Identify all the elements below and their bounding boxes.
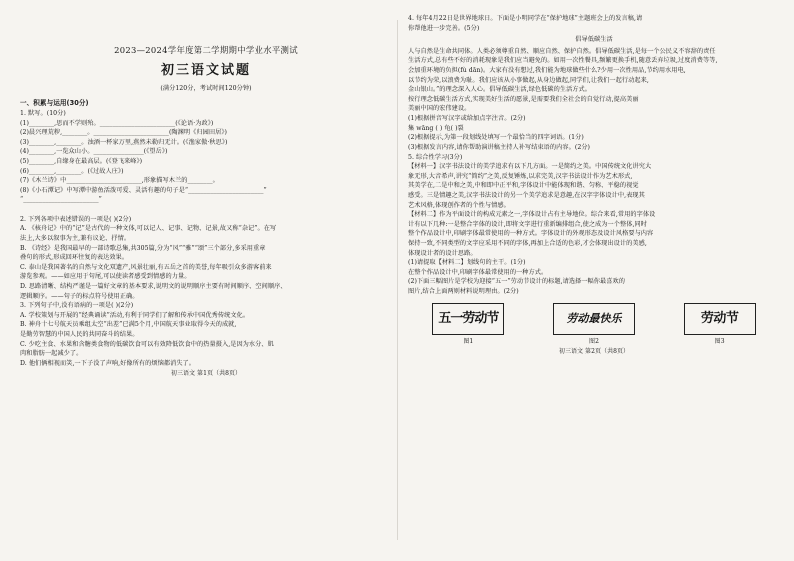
- left-lines-line: D. 思路清晰、结构严谨是一篇好文章的基本要求,说明文的说明顺序主要有时间顺序、空间顺序、: [20, 282, 287, 290]
- right-q_lines-line: 集 wāng ( ) 龟( )裂: [408, 124, 464, 132]
- left-lines-line: (5)________,自缘身在最高层。(《登飞来峰》): [20, 158, 143, 166]
- left-lines-line: C. 少吃主食、水果和含糖类食物的低碳饮食可以有效降低饮食中的热量摄入,是因为水分、肌: [20, 340, 274, 348]
- right-q_lines-line: 艺术风格,体现创作者的个性与情感。: [408, 201, 510, 209]
- left-lines-line: (1)________,思而不学则殆。________________________(《论语·为政》): [20, 119, 214, 127]
- right-q_lines-line: 【材料二】作为平面设计的构成元素之一,字体设计占有主导地位。综合来看,常用的字体设: [408, 211, 656, 219]
- right-paras-line: 金山银山。”的理念深入人心。倡导低碳生活,绿色低碳的生活方式。: [408, 86, 592, 94]
- left-lines-line: C. 泰山是我国著名的自然与文化双遗产,风景壮丽,有五岳之首的美誉,每年吸引众多游客前来: [20, 263, 272, 271]
- left-lines-line: 叠句的形式,形成回环往复的表达效果。: [20, 254, 129, 262]
- left-lines-line: 法上,大多以叙事为主,兼有议论、抒情。: [20, 234, 131, 242]
- right-lines_top-line: 4. 每年4月22日是世界地球日。下面是小明同学在“保护地球”主题班会上的发言稿,请: [408, 15, 643, 22]
- figure-2: [553, 303, 635, 346]
- left-lines-line: A. 《核舟记》中的“记”是古代的一种文体,可以记人、记事、记物、记景,故又称“杂记”。在写: [20, 225, 277, 233]
- left-lines-line: 2. 下列各项中表述错误的一项是( )(2分): [20, 215, 132, 223]
- left-lines-line: 3. 下列句子中,没有语病的一项是( )(2分): [20, 302, 134, 310]
- left-lines-line: (7)《木兰诗》中________________________,形象描写木兰的________。: [20, 177, 219, 185]
- exam-title: 2023—2024学年度第二学期期中学业水平测试: [114, 45, 298, 55]
- right-q_lines-line: 【材料一】汉字书法设计的美学追求有以下几方面。一是简约之美。中国传统文化讲究大: [408, 163, 652, 171]
- left-lines-line: (8)《小石潭记》中写潭中游鱼活泼可爱、灵活有趣的句子是“________________________”: [20, 186, 267, 194]
- right-q_lines-line: 5. 综合性学习(3分): [408, 153, 463, 161]
- right-q_lines-line: 计有以下几种:一是整合字体的设计,即将文字进行重新编排组合,使之成为一个整体,同时: [408, 220, 647, 228]
- left-lines-line: 肉和脂肪一起减少了。: [20, 350, 83, 358]
- left-lines-line: A. 学校策划与开展的“经典诵读”活动,有利于同学们了解和传承中国优秀传统文化。: [20, 311, 250, 319]
- left-lines-line: D. 他们俩相视而笑,一下子没了声响,好像所有的烦恼都消失了。: [20, 359, 196, 367]
- figure-1-art: 五一劳动节: [432, 303, 504, 335]
- figure-3: [684, 303, 756, 346]
- left-lines-line: 逻辑顺序。——句子的标点符号使用正确。: [20, 292, 139, 300]
- right-q_lines-line: (3)根据发言内容,请你帮助演讲稿主持人补写结束语的内容。(2分): [408, 143, 591, 151]
- left-lines-line: [20, 205, 392, 215]
- main-title: 初三语文试题: [160, 63, 251, 79]
- right-q_lines-line: (1)根据拼音写汉字或给加点字注音。(2分): [408, 115, 526, 123]
- right-q_lines-line: (2)根据提示,为第一段划线处填写一个最恰当的四字词语。(1分): [408, 134, 584, 142]
- right-q_lines-line: 保持一致,不同类型的文字应采用不同的字体,再加上合适的色彩,才会体现出设计的美感,: [408, 240, 647, 248]
- left-lines-line: 游览参观。——如应用于句尾,可以使读者感受到情感的力量。: [20, 273, 191, 281]
- left-lines-line: (6)________,________。(《过故人庄》): [20, 167, 124, 175]
- figure-3-art: 劳动节: [684, 303, 756, 335]
- speech-body: [408, 47, 780, 114]
- right-q_lines-line: (2)下面三幅图片是学校为迎接“五一”劳动节设计的标题,请选择一幅你最喜欢的: [408, 278, 625, 286]
- left-lines-line: B. 神舟十七号航天员乘组太空“出差”已满5个月,中国航天事业取得今天的成就,: [20, 321, 237, 329]
- right-lines_top-line: 你帮他进一步完善。(5分): [408, 24, 480, 32]
- figure-1: [432, 303, 504, 346]
- right-q_lines-line: (1)请提取【材料二】划线句的主干。(1分): [408, 259, 526, 267]
- right-question-intro: [408, 14, 780, 33]
- left-lines-line: (4)________,一览众山小。________________(《望岳》): [20, 148, 168, 156]
- right-q_lines-line: 图片,结合上面两则材料说明理由。(2分): [408, 288, 519, 296]
- page-footer-2: 初三语文 第2页（共8页）: [558, 347, 630, 355]
- exam-meta: (满分120分，考试时间120分钟): [160, 85, 252, 93]
- left-lines-line: (3)________,________。浊酒一杯家万里,燕然未勒归无计。(《渔家傲·秋思》): [20, 138, 228, 146]
- right-q_lines-line: 其美学在,二是中和之美,中和即中正平和,字体设计中能体现和谐、匀称、平稳的视觉: [408, 182, 639, 190]
- right-paras-line: 生活方式,总有些不好的消耗现象是我们应当避免的。如用一次性餐具,频繁更换手机,随意丢弃垃圾,过度消费等等,: [408, 57, 718, 65]
- figure-3-label: 图3: [714, 337, 725, 345]
- right-paras-line: 美丽中国的宏伟建设。: [408, 105, 471, 113]
- figure-1-label: 图1: [463, 337, 474, 345]
- right-paras-line: 会加重环境的负担(fù dān)。大家有没有想过,我们能为地球做些什么?少用一次性用品,节约用水用电,: [408, 67, 686, 75]
- speech-title: 倡导低碳生活: [575, 36, 613, 44]
- right-q_lines-line: 整个作品设计中,印刷字体最常使用的一种方式。字体设计的外观形态及设计风格要与内容: [408, 230, 654, 238]
- left-lines-line: 是勤劳智慧的中国人民的共同奋斗的结果。: [20, 331, 139, 338]
- right-paras-line: 以节约为荣,以浪费为耻。我们应该从小事做起,从身边做起,同学们,让我们一起行动起来,: [408, 76, 649, 84]
- left-question-list: [20, 109, 392, 368]
- right-q_lines-line: 象无形,大音希声,讲究“简约”之美,反复锤炼,以求完美,汉字书法设计作为艺术形式,: [408, 172, 633, 180]
- figure-row: [408, 303, 780, 346]
- left-lines-line: (2)晨兴理荒秽,________。________________________(陶渊明《归园田居》): [20, 129, 227, 137]
- left-page: [20, 14, 392, 378]
- figure-2-label: 图2: [589, 337, 599, 345]
- right-page: [408, 14, 780, 355]
- right-q_lines-line: 体现设计者的设计思路。: [408, 249, 477, 257]
- page-footer-1: 初三语文 第1页（共8页）: [170, 370, 242, 378]
- right-q_lines-line: 在整个作品设计中,印刷字体最常使用的一种方式。: [408, 268, 548, 276]
- right-question-list: [408, 114, 780, 297]
- left-lines-line: 1. 默写。(10分): [20, 109, 66, 117]
- left-lines-line: “________________________”: [20, 196, 102, 204]
- section-heading: 一、积累与运用(30分): [20, 98, 89, 107]
- right-paras-line: 按行理念低碳生活方式,实现美好生活的愿景,是需要我们全社会的自觉行动,提高美丽: [408, 95, 639, 103]
- left-lines-line: B. 《诗经》是我国最早的一部诗歌总集,共305篇,分为“风”“雅”“颂”三个部分,多采用重章: [20, 244, 266, 252]
- page-divider: [397, 20, 398, 540]
- right-paras-line: 人与自然是生命共同体。人类必须尊重自然、顺应自然、保护自然。倡导低碳生活,是每一个公民义不容辞的责任: [408, 47, 716, 55]
- figure-2-art: 劳动最快乐: [553, 303, 635, 335]
- right-q_lines-line: 感受。三是情趣之美,汉字书法设计的另一个美学追求是意趣,在汉字字体设计中,表现其: [408, 191, 645, 199]
